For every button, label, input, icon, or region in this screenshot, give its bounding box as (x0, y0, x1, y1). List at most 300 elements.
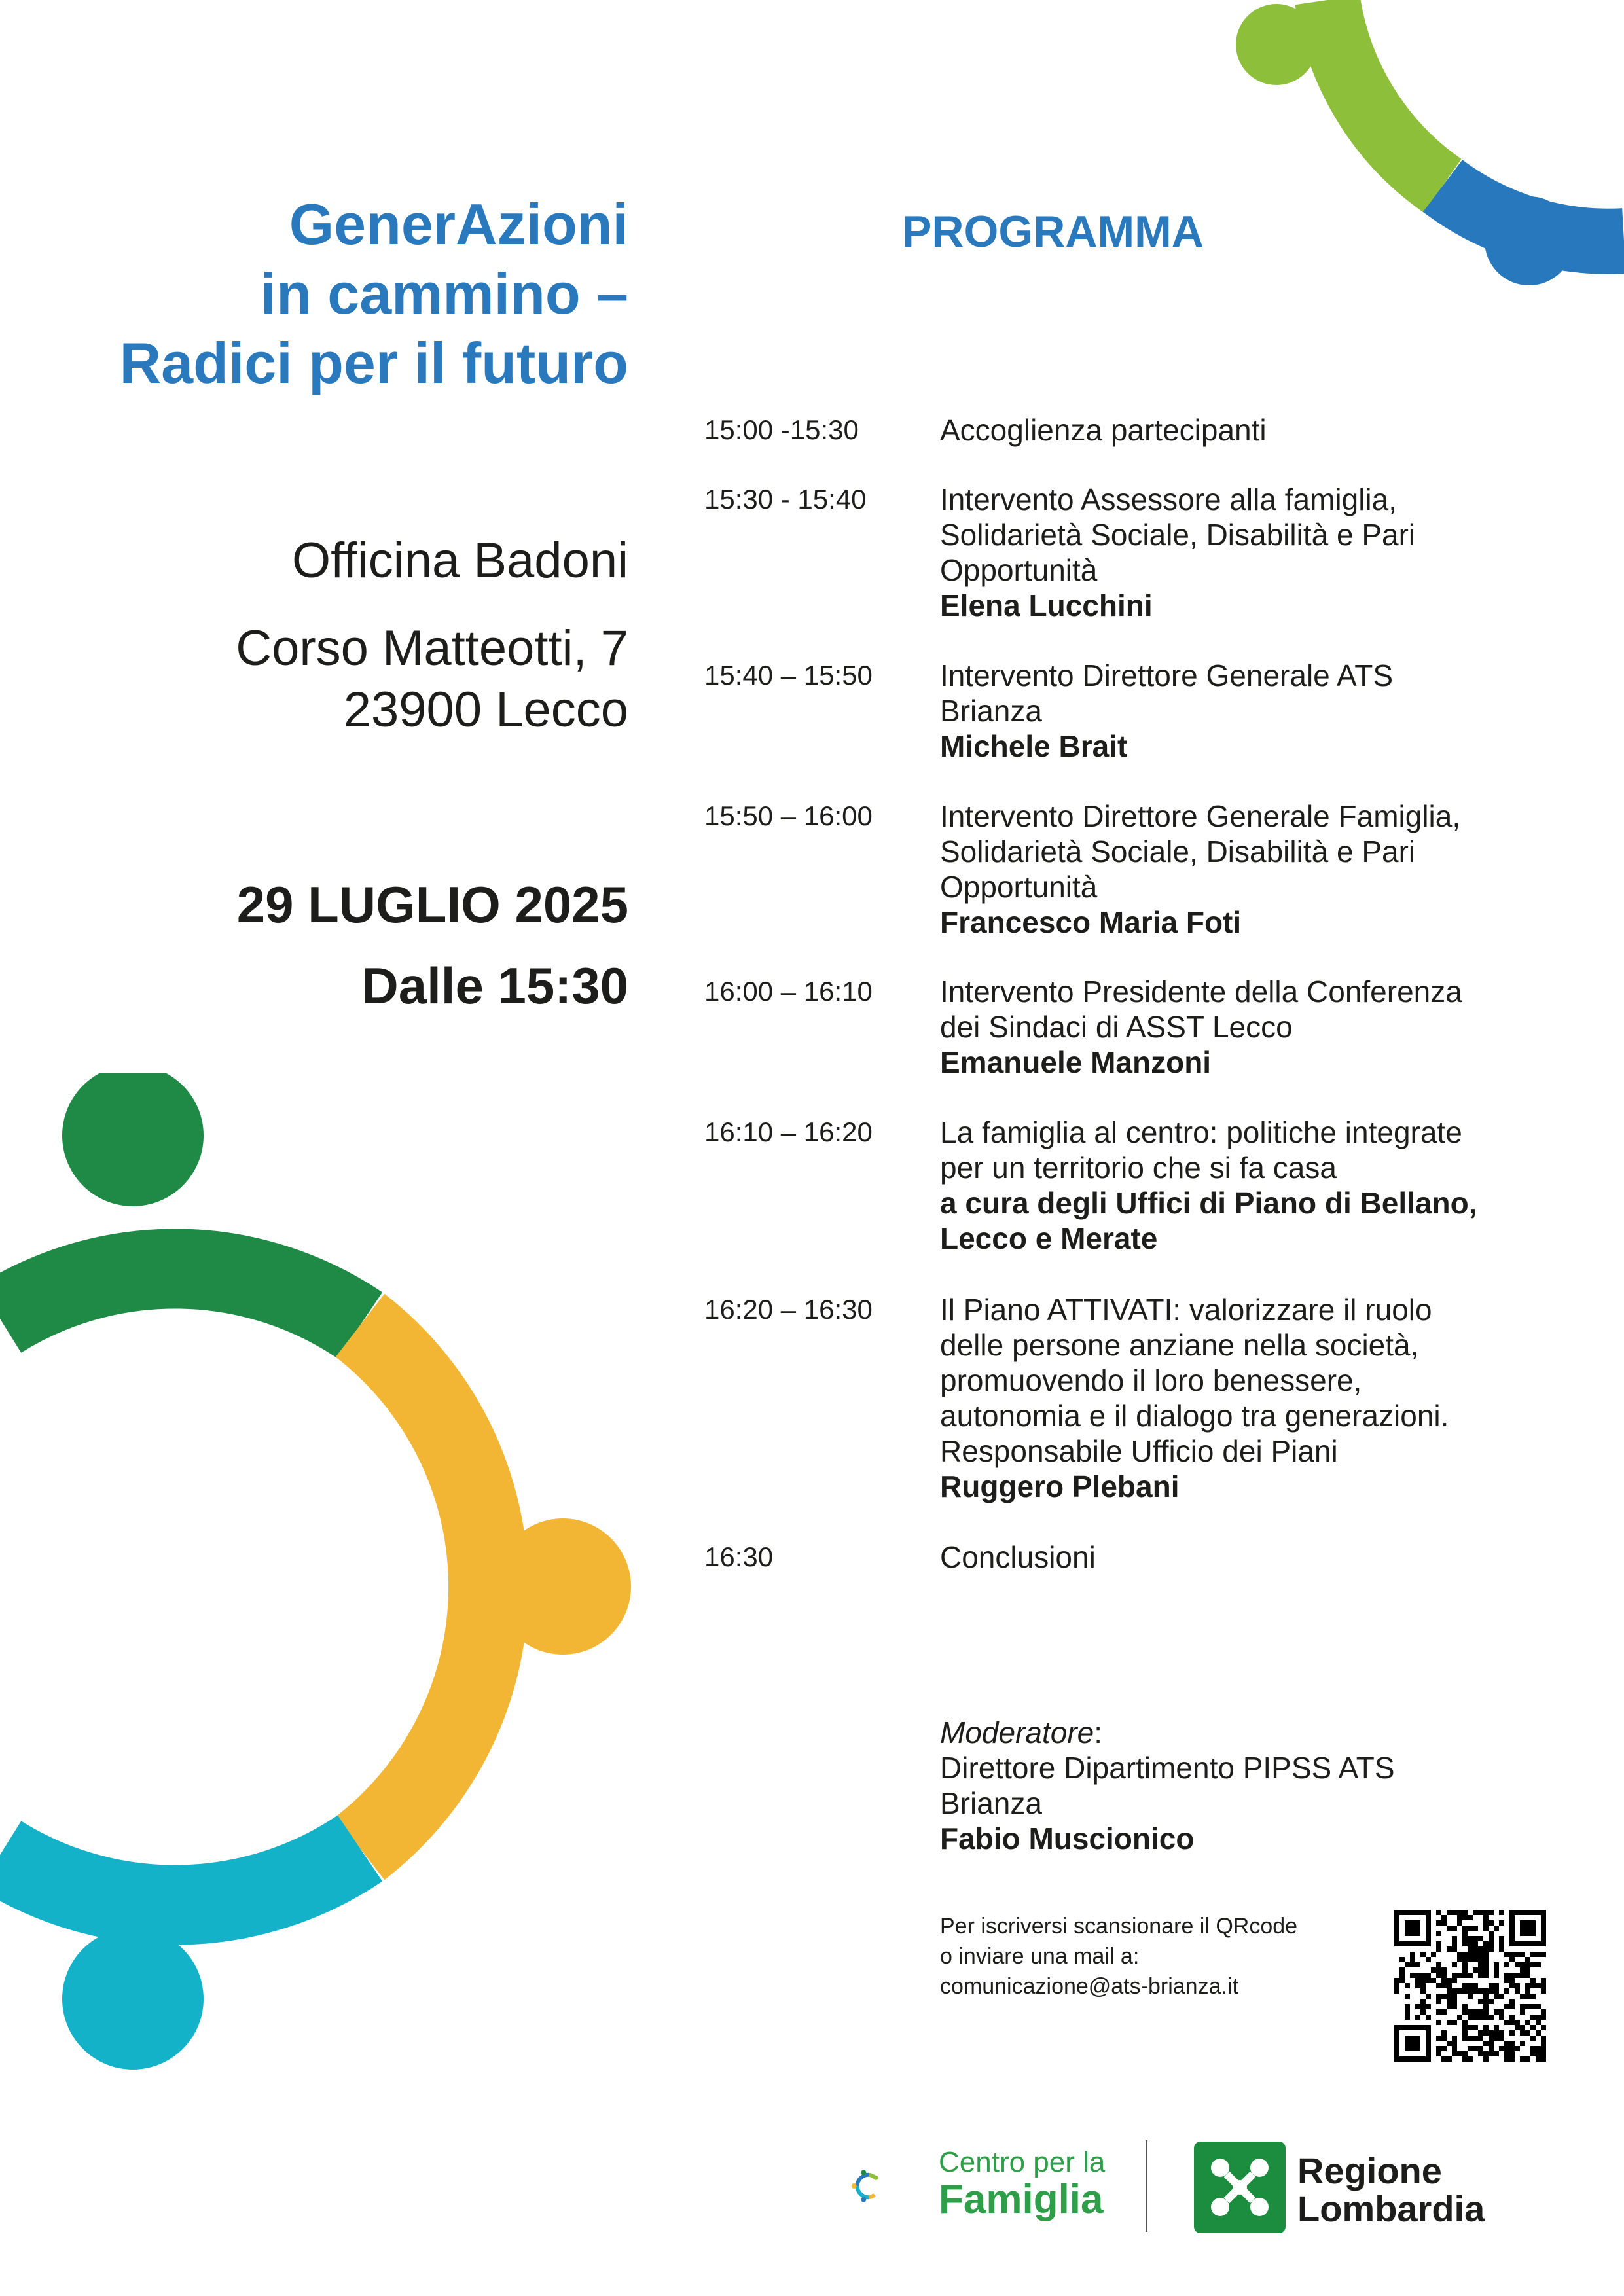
qr-module (1489, 1931, 1494, 1936)
qr-module (1541, 2015, 1546, 2020)
qr-module (1457, 1910, 1462, 1915)
qr-module (1436, 1941, 1441, 1946)
qr-module (1436, 2036, 1441, 2041)
ring-node-blue (1485, 196, 1574, 285)
qr-module (1468, 1988, 1473, 1994)
desc-line: Accoglienza partecipanti (940, 413, 1267, 447)
qr-module (1431, 1952, 1436, 1957)
qr-module (1452, 1962, 1457, 1967)
regione-lombardia-logo-text (1297, 2152, 1485, 2228)
qr-module (1478, 1946, 1483, 1952)
qr-module (1478, 1999, 1483, 2004)
desc-line: dei Sindaci di ASST Lecco (940, 1010, 1293, 1044)
qr-module (1483, 1957, 1489, 1962)
qr-module (1447, 1926, 1452, 1931)
program-item-time: 15:40 – 15:50 (704, 660, 873, 691)
program-item-time: 16:30 (704, 1541, 774, 1572)
ring-segment-yellow (360, 1325, 488, 1848)
qr-module (1478, 1910, 1483, 1915)
qr-module (1457, 1973, 1462, 1978)
qr-module (1478, 1973, 1483, 1978)
qr-module (1468, 2036, 1473, 2041)
qr-module (1509, 2030, 1515, 2036)
qr-module (1468, 1926, 1473, 1931)
speaker-name: Elena Lucchini (940, 588, 1153, 622)
qr-module (1436, 1999, 1441, 2004)
qr-module (1468, 2056, 1473, 2062)
qr-module (1504, 2004, 1509, 2009)
qr-module (1462, 1973, 1468, 1978)
qr-module (1478, 2046, 1483, 2051)
moderator-block (940, 1715, 1595, 1856)
qr-module (1541, 1978, 1546, 1983)
qr-module (1457, 1957, 1462, 1962)
signup-info (940, 1911, 1398, 2001)
cpf-line1: Centro per la (939, 2146, 1106, 2178)
moderator-label: Moderatore (940, 1715, 1094, 1749)
qr-module (1426, 2004, 1431, 2009)
qr-module (1447, 1978, 1452, 1983)
qr-module (1462, 2030, 1468, 2036)
qr-module (1415, 1962, 1420, 1967)
desc-line: promuovendo il loro benessere, (940, 1363, 1362, 1397)
qr-module (1541, 2009, 1546, 2015)
qr-module (1447, 2020, 1452, 2025)
program-item-time: 16:00 – 16:10 (704, 976, 873, 1007)
desc-line: Opportunità (940, 870, 1098, 904)
qr-module (1447, 1983, 1452, 1988)
qr-module (1504, 2020, 1509, 2025)
qr-module (1483, 1952, 1489, 1957)
qr-module (1441, 1967, 1447, 1973)
qr-module (1504, 2051, 1509, 2056)
qr-module (1525, 1994, 1530, 1999)
ring-segment-green (0, 1268, 360, 1325)
qr-module (1520, 1920, 1536, 1936)
qr-module (1473, 1936, 1478, 1941)
qr-module (1499, 2015, 1504, 2020)
ring-node-green (62, 1073, 204, 1206)
qr-module (1452, 1978, 1457, 1983)
qr-module (1452, 1946, 1457, 1952)
qr-module (1520, 1973, 1525, 1978)
qr-module (1483, 1988, 1489, 1994)
qr-module (1489, 2030, 1494, 2036)
qr-module (1536, 1962, 1541, 1967)
qr-module (1489, 1999, 1494, 2004)
qr-module (1441, 2036, 1447, 2041)
qr-module (1473, 1926, 1478, 1931)
qr-module (1441, 1983, 1447, 1988)
qr-module (1499, 1941, 1504, 1946)
qr-module (1420, 2009, 1426, 2015)
desc-line: Solidarietà Sociale, Disabilità e Pari (940, 518, 1416, 552)
qr-module (1515, 1973, 1520, 1978)
desc-line: Opportunità (940, 553, 1098, 587)
qr-module (1541, 2051, 1546, 2056)
qr-module (1509, 2046, 1515, 2051)
top-right-ring-decoration (1178, 0, 1624, 301)
qr-module (1509, 1973, 1515, 1978)
desc-line: Brianza (940, 694, 1042, 728)
cpf-line2: Famiglia (939, 2177, 1104, 2222)
qr-module (1541, 2041, 1546, 2046)
qr-module (1489, 2046, 1494, 2051)
ring-segment-teal (0, 1848, 360, 1905)
qr-module (1420, 1999, 1426, 2004)
qr-module (1478, 1962, 1483, 1967)
qr-module (1447, 1946, 1452, 1952)
program-item-desc (940, 482, 1595, 623)
qr-module (1530, 2051, 1536, 2056)
qr-module (1530, 2025, 1536, 2030)
qr-module (1468, 2015, 1473, 2020)
desc-line: Intervento Presidente della Conferenza (940, 975, 1462, 1009)
qr-module (1473, 1941, 1478, 1946)
qr-module (1478, 1957, 1483, 1962)
rl-line1: Regione (1297, 2150, 1442, 2191)
qr-module (1441, 2009, 1447, 2015)
qr-module (1530, 2004, 1536, 2009)
qr-module (1447, 1910, 1452, 1915)
qr-module (1405, 2004, 1410, 2009)
qr-module (1462, 1936, 1468, 1941)
qr-module (1462, 2020, 1468, 2025)
qr-module (1489, 1910, 1494, 1915)
program-item-time: 15:00 -15:30 (704, 414, 859, 445)
qr-module (1452, 1994, 1457, 1999)
qr-module (1452, 2051, 1457, 2056)
qr-module (1436, 1973, 1441, 1978)
qr-module (1436, 1994, 1441, 1999)
qr-module (1520, 2041, 1525, 2046)
moderator-name: Fabio Muscionico (940, 1821, 1195, 1856)
qr-module (1499, 2030, 1504, 2036)
qr-module (1509, 2015, 1515, 2020)
qr-module (1405, 2015, 1410, 2020)
venue-name: Officina Badoni (291, 533, 628, 588)
qr-module (1447, 1988, 1452, 1994)
qr-module (1483, 2056, 1489, 2062)
qr-module (1452, 1988, 1457, 1994)
qr-module (1494, 1983, 1499, 1988)
desc-line: Intervento Direttore Generale Famiglia, (940, 799, 1461, 833)
qr-module (1410, 1973, 1415, 1978)
qr-module (1541, 2056, 1546, 2062)
qr-module (1489, 1946, 1494, 1952)
program-item-time: 16:20 – 16:30 (704, 1294, 873, 1325)
qr-module (1431, 1967, 1436, 1973)
desc-line: Conclusioni (940, 1540, 1096, 1574)
qr-module (1489, 1941, 1494, 1946)
program-item-time: 15:50 – 16:00 (704, 800, 873, 831)
qr-module (1462, 1941, 1468, 1946)
qr-module (1499, 1936, 1504, 1941)
desc-line: Solidarietà Sociale, Disabilità e Pari (940, 834, 1416, 869)
qr-module (1473, 1983, 1478, 1988)
qr-module (1441, 2056, 1447, 2062)
qr-module (1530, 1978, 1536, 1983)
qr-module (1525, 1973, 1530, 1978)
qr-module (1394, 1983, 1399, 1988)
qr-module (1462, 1931, 1468, 1936)
moderator-role: Direttore Dipartimento PIPSS ATS (940, 1751, 1395, 1785)
qr-module (1394, 1988, 1399, 1994)
qr-module (1473, 1967, 1478, 1973)
qr-module (1473, 2025, 1478, 2030)
qr-module (1525, 2020, 1530, 2025)
qr-module (1405, 2009, 1410, 2015)
left-ring-decoration (0, 1073, 641, 2094)
qr-module (1504, 1978, 1509, 1983)
qr-module (1462, 2009, 1468, 2015)
qr-module (1489, 1920, 1494, 1926)
qr-module (1520, 2025, 1525, 2030)
qr-module (1515, 2020, 1520, 2025)
qr-module (1520, 2056, 1525, 2062)
qr-module (1420, 1988, 1426, 1994)
moderator-label-line: Moderatore: (940, 1715, 1103, 1749)
qr-module (1457, 1920, 1462, 1926)
qr-module (1447, 1999, 1452, 2004)
qr-module (1462, 1962, 1468, 1967)
qr-module (1468, 1983, 1473, 1988)
qr-code[interactable] (1394, 1910, 1546, 2062)
qr-module (1515, 1952, 1520, 1957)
qr-module (1520, 2030, 1525, 2036)
title-line: GenerAzioni (289, 192, 628, 257)
qr-module (1525, 1967, 1530, 1973)
qr-module (1530, 1962, 1536, 1967)
qr-module (1462, 1952, 1468, 1957)
program-item-desc (940, 798, 1595, 940)
qr-module (1426, 1957, 1431, 1962)
qr-module (1462, 1988, 1468, 1994)
qr-module (1509, 2020, 1515, 2025)
qr-module (1452, 1941, 1457, 1946)
qr-module (1405, 1962, 1410, 1967)
qr-module (1515, 2025, 1520, 2030)
speaker-name: Lecco e Merate (940, 1221, 1158, 1255)
qr-module (1420, 1952, 1426, 1957)
qr-module (1509, 2056, 1515, 2062)
qr-module (1483, 1946, 1489, 1952)
qr-module (1436, 1946, 1441, 1952)
qr-module (1462, 2056, 1468, 2062)
qr-module (1504, 2046, 1509, 2051)
speaker-name: Michele Brait (940, 729, 1128, 763)
qr-module (1499, 2046, 1504, 2051)
qr-module (1436, 1967, 1441, 1973)
qr-module (1483, 1915, 1489, 1920)
qr-module (1483, 1910, 1489, 1915)
qr-module (1457, 2051, 1462, 2056)
qr-module (1441, 2046, 1447, 2051)
qr-module (1410, 1962, 1415, 1967)
qr-module (1530, 1983, 1536, 1988)
qr-module (1457, 2015, 1462, 2020)
qr-module (1541, 1952, 1546, 1957)
qr-module (1494, 1988, 1499, 1994)
regione-lombardia-logo-icon (1194, 2142, 1286, 2233)
qr-module (1509, 2041, 1515, 2046)
qr-module (1405, 2036, 1420, 2051)
qr-module (1462, 2036, 1468, 2041)
qr-module (1530, 1952, 1536, 1957)
qr-module (1483, 2041, 1489, 2046)
program-item-desc (940, 1115, 1595, 1256)
desc-line: delle persone anziane nella società, (940, 1328, 1419, 1362)
qr-module (1473, 1952, 1478, 1957)
signup-email[interactable]: comunicazione@ats-brianza.it (940, 1974, 1238, 1999)
qr-module (1468, 2025, 1473, 2030)
qr-module (1452, 1926, 1457, 1931)
qr-module (1457, 1952, 1462, 1957)
qr-module (1462, 2004, 1468, 2009)
qr-module (1483, 2051, 1489, 2056)
qr-module (1436, 1920, 1441, 1926)
qr-module (1499, 1910, 1504, 1915)
qr-module (1441, 1978, 1447, 1983)
qr-module (1536, 2015, 1541, 2020)
qr-module (1483, 1967, 1489, 1973)
qr-module (1452, 2020, 1457, 2025)
address-street: Corso Matteotti, 7 (236, 620, 628, 676)
qr-module (1452, 2041, 1457, 2046)
qr-module (1541, 2036, 1546, 2041)
qr-module (1399, 1973, 1405, 1978)
qr-module (1436, 1931, 1441, 1936)
qr-module (1478, 2015, 1483, 2020)
qr-module (1494, 2025, 1499, 2030)
qr-module (1478, 2009, 1483, 2015)
qr-module (1525, 2004, 1530, 2009)
qr-module (1504, 1952, 1509, 1957)
qr-module (1499, 1946, 1504, 1952)
qr-module (1441, 1973, 1447, 1978)
qr-module (1457, 1988, 1462, 1994)
logo-divider (1146, 2140, 1147, 2232)
qr-module (1436, 1983, 1441, 1988)
address-city: 23900 Lecco (343, 682, 628, 738)
qr-module (1468, 2046, 1473, 2051)
qr-module (1468, 1915, 1473, 1920)
moderator-role: Brianza (940, 1786, 1042, 1820)
qr-module (1520, 1994, 1525, 1999)
program-item-desc (940, 974, 1595, 1080)
qr-module (1405, 1920, 1420, 1936)
program-item-desc (940, 1539, 1595, 1575)
qr-module (1478, 2051, 1483, 2056)
qr-module (1509, 2004, 1515, 2009)
qr-module (1536, 1952, 1541, 1957)
rl-line2: Lombardia (1297, 2188, 1485, 2229)
ring-node-teal (62, 1928, 204, 2070)
qr-module (1530, 2036, 1536, 2041)
qr-module (1520, 2009, 1525, 2015)
qr-module (1441, 2030, 1447, 2036)
qr-module (1452, 2046, 1457, 2051)
qr-module (1525, 2056, 1530, 2062)
speaker-name: a cura degli Uffici di Piano di Bellano, (940, 1186, 1477, 1220)
qr-module (1462, 1957, 1468, 1962)
qr-module (1468, 1957, 1473, 1962)
qr-module (1462, 1910, 1468, 1915)
qr-module (1525, 2030, 1530, 2036)
qr-module (1468, 1936, 1473, 1941)
qr-module (1509, 1978, 1515, 1983)
qr-module (1483, 1941, 1489, 1946)
qr-module (1483, 2025, 1489, 2030)
qr-module (1489, 2051, 1494, 2056)
qr-module (1426, 2015, 1431, 2020)
qr-module (1420, 2004, 1426, 2009)
qr-module (1447, 2004, 1452, 2009)
qr-module (1468, 1941, 1473, 1946)
desc-line: Responsabile Ufficio dei Piani (940, 1434, 1338, 1468)
qr-module (1536, 1983, 1541, 1988)
qr-module (1536, 2046, 1541, 2051)
event-title (39, 190, 628, 398)
qr-module (1399, 1957, 1405, 1962)
qr-module (1468, 1994, 1473, 1999)
qr-module (1489, 2015, 1494, 2020)
qr-module (1494, 2030, 1499, 2036)
desc-line: Il Piano ATTIVATI: valorizzare il ruolo (940, 1293, 1432, 1327)
qr-module (1489, 1983, 1494, 1988)
qr-module (1509, 2051, 1515, 2056)
qr-module (1494, 1962, 1499, 1967)
qr-module (1462, 1983, 1468, 1988)
signup-line: o inviare una mail a: (940, 1944, 1140, 1969)
qr-module (1426, 1978, 1431, 1983)
qr-module (1489, 2041, 1494, 2046)
qr-module (1520, 1967, 1525, 1973)
speaker-name: Ruggero Plebani (940, 1469, 1180, 1503)
qr-module (1504, 2041, 1509, 2046)
qr-module (1473, 1988, 1478, 1994)
qr-module (1452, 1973, 1457, 1978)
qr-module (1415, 1978, 1420, 1983)
qr-module (1541, 1988, 1546, 1994)
desc-line: Intervento Direttore Generale ATS (940, 658, 1394, 692)
qr-module (1399, 1978, 1405, 1983)
qr-module (1536, 2056, 1541, 2062)
qr-module (1494, 1926, 1499, 1931)
qr-module (1494, 2051, 1499, 2056)
qr-module (1394, 1978, 1399, 1983)
centro-famiglia-logo-icon (848, 2134, 940, 2238)
program-item-desc (940, 412, 1595, 448)
qr-module (1452, 1936, 1457, 1941)
title-line: Radici per il futuro (119, 331, 628, 395)
qr-module (1420, 1983, 1426, 1988)
qr-module (1436, 2009, 1441, 2015)
speaker-name: Francesco Maria Foti (940, 905, 1242, 939)
qr-module (1530, 1994, 1536, 1999)
qr-module (1509, 1957, 1515, 1962)
qr-module (1441, 1915, 1447, 1920)
qr-module (1420, 1978, 1426, 1983)
qr-module (1515, 2046, 1520, 2051)
desc-line: La famiglia al centro: politiche integrate (940, 1115, 1462, 1149)
qr-module (1415, 1983, 1420, 1988)
qr-module (1447, 2056, 1452, 2062)
qr-module (1525, 1962, 1530, 1967)
qr-module (1473, 2036, 1478, 2041)
qr-module (1405, 1983, 1410, 1988)
qr-module (1431, 1978, 1436, 1983)
